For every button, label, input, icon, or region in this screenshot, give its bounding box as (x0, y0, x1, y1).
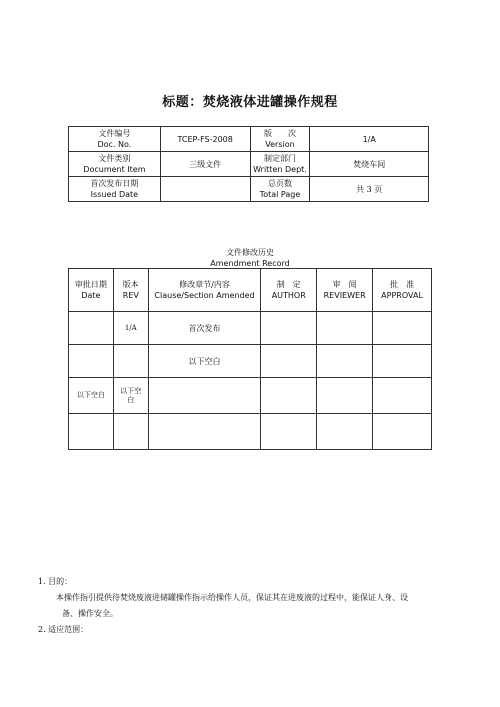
document-title: 标题：焚烧液体进罐操作规程 (162, 95, 338, 110)
issued-date-value (160, 177, 250, 202)
header-reviewer-cn: 审 阅 (332, 280, 357, 289)
issued-date-label (69, 177, 161, 202)
doc-item-value: 三级文件 (160, 152, 250, 177)
doc-no-label (69, 127, 161, 152)
amendment-caption-en: Amendment Record (210, 259, 290, 268)
table-cell (261, 414, 317, 450)
version-value: 1/A (310, 127, 429, 152)
table-cell (113, 414, 148, 450)
section-1-heading: 1. 目的： (38, 577, 73, 586)
table-row (69, 414, 432, 450)
header-author-en: AUTHOR (271, 291, 306, 300)
total-page-label-en: Total Page (259, 190, 301, 199)
table-cell (113, 345, 148, 378)
table-cell: 1/A (113, 312, 148, 345)
table-cell: 首次发布 (148, 312, 261, 345)
amendment-caption-cn: 文件修改历史 (226, 248, 274, 257)
table-row (69, 345, 432, 378)
dept-label-cn: 制定部门 (263, 154, 296, 163)
total-page-label (250, 177, 310, 202)
amendment-caption (0, 247, 500, 269)
header-approval-cn: 批 准 (390, 280, 415, 289)
header-date (69, 269, 114, 312)
table-cell (69, 312, 114, 345)
table-cell (373, 414, 432, 450)
table-cell (373, 378, 432, 414)
doc-no-label-cn: 文件编号 (98, 129, 131, 138)
table-cell (317, 378, 373, 414)
dept-label-en: Written Dept. (253, 165, 307, 174)
header-date-en: Date (81, 291, 101, 300)
header-author (261, 269, 317, 312)
document-info-table (68, 126, 429, 202)
version-label (250, 127, 310, 152)
amendment-record-table (68, 268, 432, 450)
table-cell: 以下空白 (69, 378, 114, 414)
header-author-cn: 制 定 (276, 280, 301, 289)
document-body (38, 574, 468, 638)
doc-item-label-en: Document Item (83, 165, 146, 174)
issued-date-label-en: Issued Date (90, 190, 139, 199)
header-rev-en: REV (122, 291, 139, 300)
header-clause (148, 269, 261, 312)
doc-item-label-cn: 文件类别 (98, 154, 131, 163)
header-approval (373, 269, 432, 312)
table-cell (148, 378, 261, 414)
header-reviewer (317, 269, 373, 312)
section-1-text-line1: 本操作指引提供待焚烧废液进储罐操作指示给操作人员，保证其在进废液的过程中，能保证人身、设 (56, 593, 408, 602)
table-cell (261, 345, 317, 378)
header-date-cn: 审批日期 (74, 280, 107, 289)
table-cell (261, 378, 317, 414)
issued-date-label-cn: 首次发布日期 (90, 179, 139, 188)
section-1-text-line2: 备、操作安全。 (62, 609, 118, 618)
table-cell (261, 312, 317, 345)
header-approval-en: APPROVAL (381, 291, 423, 300)
doc-item-label (69, 152, 161, 177)
header-rev-cn: 版本 (122, 280, 139, 289)
table-row (69, 312, 432, 345)
table-cell: 以下空白 (148, 345, 261, 378)
table-cell (373, 345, 432, 378)
table-cell (317, 312, 373, 345)
doc-no-label-en: Doc. No. (97, 140, 132, 149)
table-cell (317, 414, 373, 450)
table-cell (373, 312, 432, 345)
doc-no-value: TCEP-FS-2008 (160, 127, 250, 152)
header-clause-cn: 修改章节/内容 (179, 280, 230, 289)
total-page-value: 共 3 页 (310, 177, 429, 202)
table-cell (317, 345, 373, 378)
table-row (69, 378, 432, 414)
header-rev (113, 269, 148, 312)
version-label-cn: 版 次 (263, 129, 296, 138)
dept-label (250, 152, 310, 177)
header-clause-en: Clause/Section Amended (154, 291, 255, 300)
table-cell (69, 414, 114, 450)
total-page-label-cn: 总页数 (267, 179, 292, 188)
section-2-heading: 2. 适应范围： (38, 625, 89, 634)
table-cell: 以下空白 (113, 378, 148, 414)
table-cell (148, 414, 261, 450)
dept-value: 焚烧车间 (310, 152, 429, 177)
table-cell (69, 345, 114, 378)
header-reviewer-en: REVIEWER (323, 291, 366, 300)
version-label-en: Version (265, 140, 295, 149)
